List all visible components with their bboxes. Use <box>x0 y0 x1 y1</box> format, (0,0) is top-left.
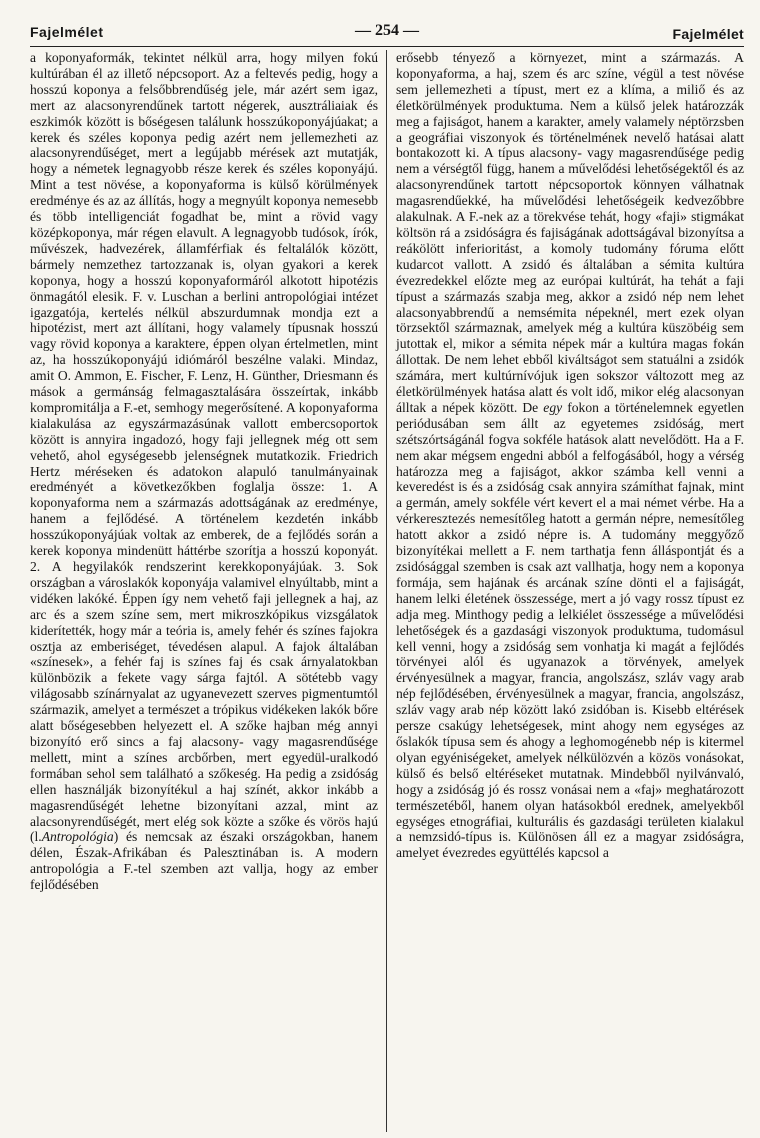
running-header <box>30 22 744 46</box>
right-column-text <box>396 50 744 861</box>
text-columns <box>30 50 744 1132</box>
header-left-title: Fajelmélet <box>30 24 104 40</box>
right-column-tail: fokon a történelemnek egyetlen periódusában sem állt az egyetemes zsidóság, mert szétszórtságánál fogva sokféle hatások alatt nevelődött. Ha a F. nem akar mégsem engedni abból a felfogásából, hogy a vérség határozza meg a fajiságot, akkor számba kell venni a keveredést is és a zsidóság csak annyira számíthat fajnak, mint a germán, amely sokféle vért kevert el a mai német vérbe. Ha a vérkeresztezés nemesítőleg hatott a germán népre, nemesítőleg hatott akkor a zsidó népre is. A tudomány meggyőző bizonyítékai mellett a F. nem tarthatja fenn álláspontját és a zsidósággal szemben is csak azt vallhatja, hogy nem a koponya formája, sem hajának és arcának színe dönti el a fajiságát, hanem lelki életének összessége, mert a jó vagy rossz típust ez adja meg. Minthogy pedig a lelkiélet összessége a művelődési lehetőségek és a gazdasági viszonyok produktuma, tudomásul kell venni, hogy a zsidóság sem vonhatja ki magát a fejlődés törvényei alól és ugyanazok a törvények, amelyek érvényesülnek a magyar, francia, angolszász, szláv vagy arab nép fejlődésében, érvényesülnek a magyar, francia, angolszász, szláv vagy arab nép között lakó zsidóban is. Kisebb eltérések persze csakúgy lehetségesek, mint ahogy nem egységes az őslakók típusa sem és ahogy a leghomogénebb nép is kitermel olyan egyéniségeket, amelyek nélkülözvén a közös vonásokat, külső és belső eltéréseket mutatnak. Mindebből nyilvánvaló, hogy a zsidóság jó és rossz vonásai nem a «faj» meghatározott természetéből, hanem olyan hatásokból erednek, amelyekből egységes etnográfiai, kulturális és gazdasági területen kialakul a nemzsidó-típus is. Különösen áll ez a magyar zsidóságra, amelyet évezredes együttélés kapcsol a <box>396 399 744 861</box>
header-rule <box>30 46 744 47</box>
left-column-text <box>30 50 378 893</box>
right-column-italic: egy <box>543 399 563 415</box>
left-column-tail: ) és nemcsak az északi országokban, hanem délen, Észak-Afrikában és Palesztinában is. A modern antropológia a F.-tel szemben azt vallja, hogy az ember fejlődésében <box>30 829 378 893</box>
right-column <box>387 50 744 1132</box>
left-column-body: a koponyaformák, tekintet nélkül arra, hogy milyen fokú kultúrában él az illető népcsoport. Az a feltevés pedig, hogy a hosszú koponya a felsőbbrendűség jele, már azért sem igaz, mert az alacsonyrendűnek tartott négerek, ausztráliaiak és eszkimók között is bőségesen találunk hosszúkoponyájúakat; a kerek és széles koponya pedig azért nem jellemezheti az alacsonyrendűséget, mert a legújabb mérések azt mutatják, hogy a németek legnagyobb része kerek és széles koponyájú. Mint a test növése, a koponyaforma is külső körülmények eredménye és az az állítás, hogy a megnyúlt koponya nemesebb és több intelligenciát fogadhat be, mint a rövid vagy középkoponya, már régen elavult. A legnagyobb tudósok, írók, művészek, hadvezérek, államférfiak és feltalálók között, bármely nemzethez tartozzanak is, olyan gyakori a kerek koponya, hogy a hosszú koponyaformáról alkotott hipotézis önmagától elesik. F. v. Luschan a berlini antropológiai intézet igazgatója, kertelés nélkül abszurdumnak mondja ezt a hipotézist, mert azt állítani, hogy valamely típusnak hosszú vagy rövid koponya a karaktere, éppen olyan értelmetlen, mint az, ha hosszúkoponyájú idiómáról beszélne valaki. Mindaz, amit O. Ammon, E. Fischer, F. Lenz, H. Günther, Driesmann és mások a germánság felmagasztalására összeírtak, inkább kompromitálja a F.-et, semhogy megerősítené. A koponyaforma kialakulása az egyszármazásúnak vallott embercsoportok között is annyira ingadozó, hogy faji jellegnek még ott sem vehető, ahol egységesebb jelenségnek mutatkozik. Friedrich Hertz méréseken és adatokon alapuló tanulmányainak eredményét a következőkben foglalja össze: 1. A koponyaforma nem a származás adottságának az eredménye, hanem a fejlődésé. A történelem kezdetén inkább hosszúkoponyájúak voltak az emberek, de a fejlődés során a kerek koponya mindenütt háttérbe szorítja a hosszú koponyát. 2. A hegyilakók rendszerint kerekkoponyájúak. 3. Sok országban a városlakók koponyája valamivel elnyúltabb, mint a vidéken lakóké. Éppen így nem vehető faji jellegnek a haj, az arc és a szem színe sem, mert mikroszkópikus vizsgálatok kiderítették, hogy már a teória is, amely fehér és színes fajokra osztja az emberiséget, tévedésen alapul. A fajok általában «színesek», a fehér faj is színes faj és csak árnyalatokban különbözik a fekete vagy sárga fajtól. A sötétebb vagy világosabb színárnyalat az ugyanevezett szerves pigmentumtól származik, amelyet a természet a trópikus vidékeken lakók bőre alatt bőségesebben helyezett el. A szőke hajban még annyi bizonyító erő sincs a faj alacsony- vagy magasrendűsége mellett, mint a színes arcbőrben, mert egyedül-uralkodó formában sehol sem található a szőkeség. Ha pedig a zsidóság ellen használják bizonyítékul a haj színét, akkor inkább a magasrendűségét lehetne bizonyítani azzal, mint az alacsonyrendűségét, mert elég sok közte a szőke és vörös hajú (l. <box>30 50 378 845</box>
left-column-italic: Antropológia <box>41 829 114 845</box>
page-number: — 254 — <box>355 22 419 39</box>
left-column <box>30 50 386 1132</box>
header-right-title: Fajelmélet <box>672 26 744 42</box>
right-column-body: erősebb tényező a környezet, mint a származás. A koponyaforma, a haj, szem és arc színe, végül a test növése sem jellemezheti a típust, mert ez a klíma, a miliő és az életkörülmények produktuma. Nem a külső jelek határozzák meg a fajiságot, hanem a karakter, amely valamely néptörzsben a geográfiai viszonyok és történelmének nevelő hatásai alatt bontakozott ki. A típus alacsony- vagy magasrendűsége pedig nem a vérségtől függ, hanem a művelődési lehetőségektől és az alacsonyrendűnek tartott népcsoportok könnyen válhatnak magasrendűekké, ha művelődési lehetőségeik kedvezőbbre alakulnak. A F.-nek az a törekvése tehát, hogy «faji» stigmákat költsön rá a zsidóságra és fajiságának adottságával bizonyítsa a reákölött inferioritást, a komoly tudomány fóruma előtt kudarcot vallott. A zsidó és általában a sémita kultúra évezredekkel előzte meg az európai kultúrát, ha tehát a faji típust a származás szabja meg, akkor a zsidó nép nem lehet alacsonyabbrendű a nemsémita népeknél, mert ezek olyan törzsektől származnak, amelyek még a kultúra küszöbéig sem jutottak el, mikor a sémita népek már a kultúra magas fokán állottak. De nem lehet ebből kiváltságot sem statuálni a zsidók számára, mert kultúrnívójuk igen sokszor változott meg az életkörülmények hatása alatt és volt idő, mikor elég alacsonyan álltak a népek között. De <box>396 50 744 415</box>
